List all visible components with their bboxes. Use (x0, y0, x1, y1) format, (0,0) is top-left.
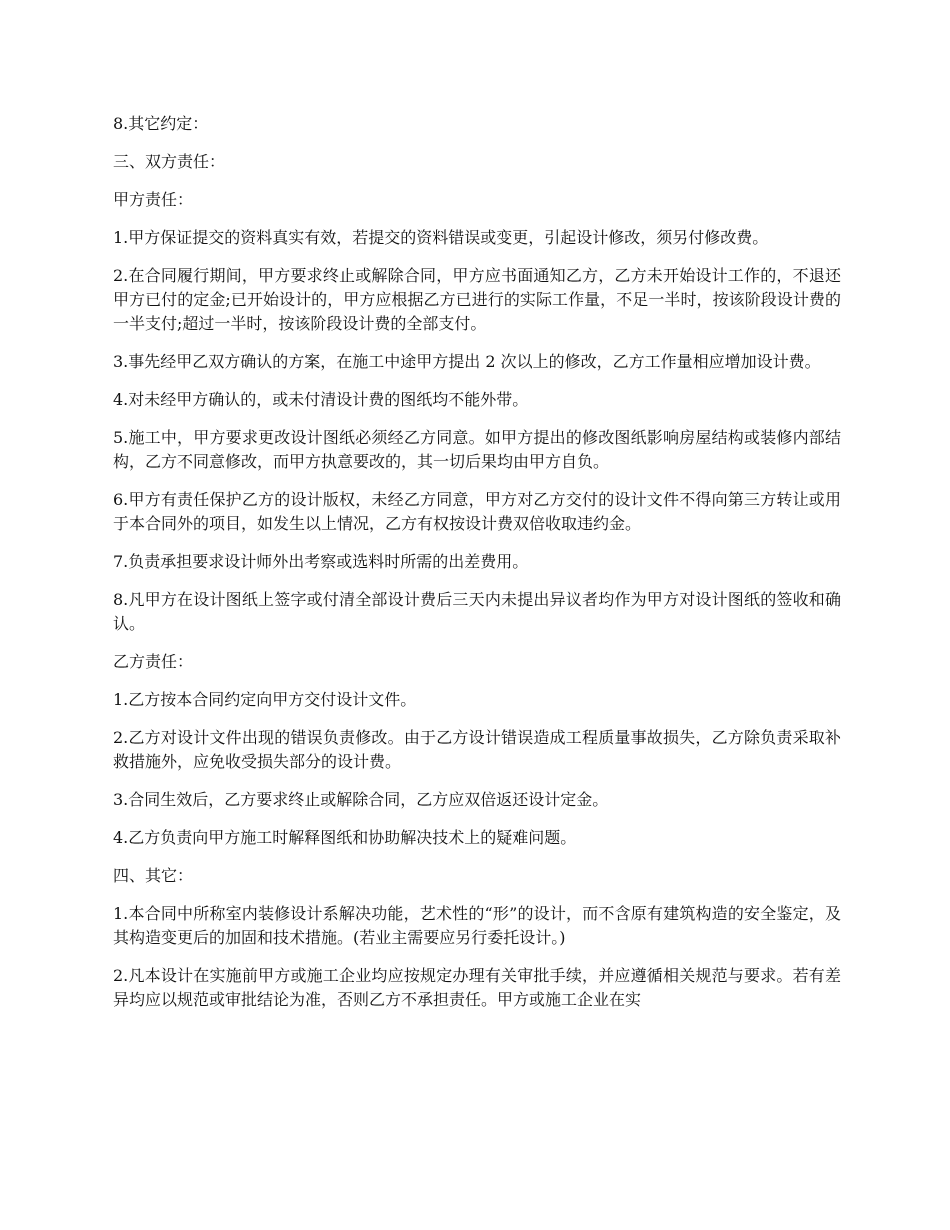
subheading-party-a: 甲方责任： (113, 190, 194, 209)
misc-clause-2: 2.凡本设计在实施前甲方或施工企业均应按规定办理有关审批手续，并应遵循相关规范与要求。若有差异均应以规范或审批结论为准，否则乙方不承担责任。甲方或施工企业在实 (113, 966, 841, 1009)
party-a-clause-4: 4.对未经甲方确认的，或未付清设计费的图纸均不能外带。 (113, 390, 529, 409)
party-a-clause-5: 5.施工中，甲方要求更改设计图纸必须经乙方同意。如甲方提出的修改图纸影响房屋结构或装修内部结构，乙方不同意修改，而甲方执意要改的，其一切后果均由甲方自负。 (113, 428, 841, 471)
section-heading-misc: 四、其它： (113, 866, 194, 885)
party-a-clause-7: 7.负责承担要求设计师外出考察或选料时所需的出差费用。 (113, 552, 529, 571)
section-heading-responsibilities: 三、双方责任： (113, 152, 226, 171)
party-b-clause-2: 2.乙方对设计文件出现的错误负责修改。由于乙方设计错误造成工程质量事故损失，乙方除负责采取补救措施外，应免收受损失部分的设计费。 (113, 728, 841, 771)
party-a-clause-8: 8.凡甲方在设计图纸上签字或付清全部设计费后三天内未提出异议者均作为甲方对设计图纸的签收和确认。 (113, 590, 841, 633)
party-a-clause-3: 3.事先经甲乙双方确认的方案，在施工中途甲方提出 2 次以上的修改，乙方工作量相应增加设计费。 (113, 352, 821, 371)
party-b-clause-4: 4.乙方负责向甲方施工时解释图纸和协助解决技术上的疑难问题。 (113, 828, 577, 847)
misc-clause-1: 1.本合同中所称室内装修设计系解决功能，艺术性的“形”的设计，而不含原有建筑构造的安全鉴定，及其构造变更后的加固和技术措施。(若业主需要应另行委托设计。) (113, 904, 841, 947)
party-a-clause-1: 1.甲方保证提交的资料真实有效，若提交的资料错误或变更，引起设计修改，须另付修改费。 (113, 228, 769, 247)
party-a-clause-6: 6.甲方有责任保护乙方的设计版权，未经乙方同意，甲方对乙方交付的设计文件不得向第三方转让或用于本合同外的项目，如发生以上情况，乙方有权按设计费双倍收取违约金。 (113, 490, 841, 533)
party-b-clause-1: 1.乙方按本合同约定向甲方交付设计文件。 (113, 690, 417, 709)
party-a-clause-2: 2.在合同履行期间，甲方要求终止或解除合同，甲方应书面通知乙方，乙方未开始设计工作的，不退还甲方已付的定金;已开始设计的，甲方应根据乙方已进行的实际工作量，不足一半时，按该阶段设计费的一半支付;超过一半时，按该阶段设计费的全部支付。 (113, 266, 841, 333)
subheading-party-b: 乙方责任： (113, 652, 194, 671)
document-body (113, 112, 841, 1026)
party-b-clause-3: 3.合同生效后，乙方要求终止或解除合同，乙方应双倍返还设计定金。 (113, 790, 609, 809)
section-heading-other-terms: 8.其它约定： (113, 114, 209, 133)
